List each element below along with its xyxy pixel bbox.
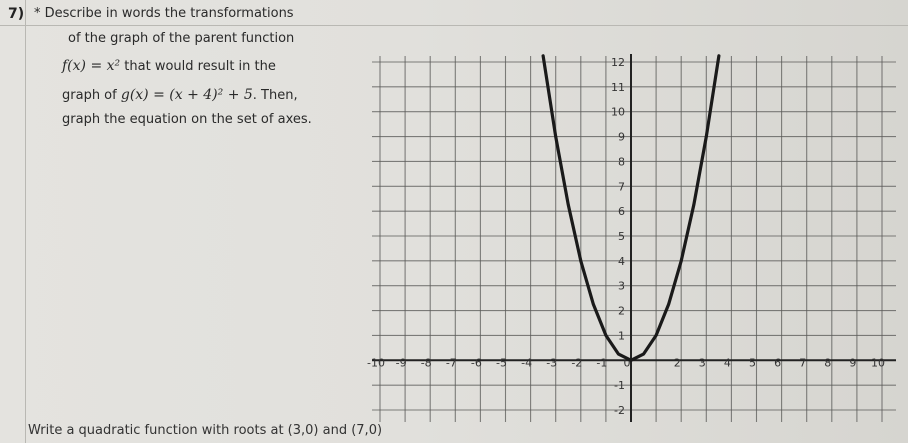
question-number: 7) <box>8 6 25 22</box>
y-tick-label: 3 <box>618 279 625 293</box>
question-text-line3-tail: that would result in the <box>124 59 276 74</box>
x-tick-label: -9 <box>395 356 407 370</box>
y-tick-label: 8 <box>618 155 625 169</box>
next-question-text: Write a quadratic function with roots at (3,0) and (7,0) <box>28 423 383 438</box>
x-tick-label: 4 <box>723 356 731 370</box>
y-tick-label: 10 <box>611 105 625 119</box>
transformed-function: g(x) = (x + 4)² + 5 <box>120 87 253 103</box>
x-tick-label: -1 <box>596 356 608 370</box>
y-tick-label: 9 <box>618 130 625 144</box>
x-tick-label: 10 <box>871 356 885 370</box>
question-text-line5: graph the equation on the set of axes. <box>62 112 312 127</box>
y-tick-label: 12 <box>611 56 625 69</box>
x-tick-label: -8 <box>420 356 432 370</box>
y-tick-label: 1 <box>618 329 625 343</box>
y-tick-label: 7 <box>618 180 625 194</box>
x-tick-label: 2 <box>673 356 681 370</box>
x-tick-label: -2 <box>571 356 583 370</box>
x-tick-label: -6 <box>470 356 482 370</box>
y-tick-label: 4 <box>618 254 625 268</box>
x-tick-label: -10 <box>367 356 385 370</box>
y-tick-label: 2 <box>618 304 625 318</box>
x-tick-label: -5 <box>496 356 507 370</box>
x-tick-label: 7 <box>799 356 807 370</box>
parent-function: f(x) = x² <box>62 58 121 74</box>
y-tick-label: 5 <box>618 230 625 243</box>
question-text-line4-tail: . Then, <box>252 88 298 103</box>
y-tick-label: -1 <box>614 379 625 393</box>
x-tick-label: 3 <box>698 356 706 370</box>
y-tick-label: 11 <box>611 80 625 94</box>
question-text-line1: * Describe in words the transformations <box>34 6 294 21</box>
question-text-line2: of the graph of the parent function <box>68 31 295 46</box>
x-tick-label: 6 <box>774 356 782 370</box>
y-tick-label: 6 <box>618 205 625 219</box>
y-tick-label: -2 <box>614 404 625 417</box>
x-tick-label: -7 <box>445 356 457 370</box>
x-tick-label: 5 <box>749 356 756 370</box>
x-tick-label: 8 <box>824 356 832 370</box>
x-tick-label: -4 <box>521 356 533 370</box>
question-text-line4-head: graph of <box>62 88 117 103</box>
x-tick-label: 9 <box>849 356 857 370</box>
x-tick-label: -3 <box>546 356 558 370</box>
x-tick-label: 0 <box>623 356 631 370</box>
